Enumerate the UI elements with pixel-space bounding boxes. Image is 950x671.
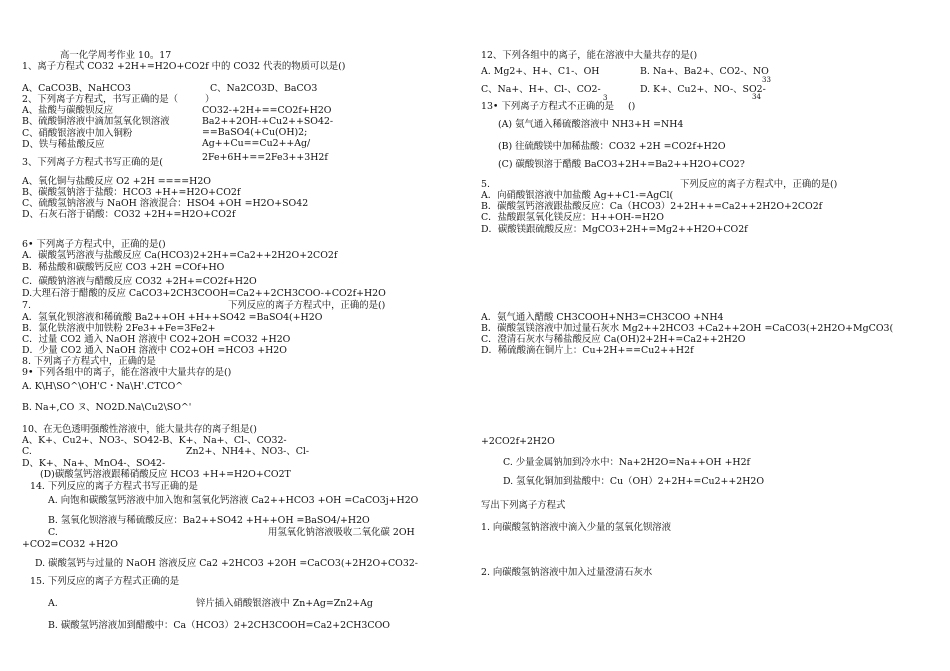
left-line: D、铁与稀盐酸反应 (22, 139, 105, 150)
left-line: A、盐酸与碳酸钡反应 (22, 105, 114, 116)
left-line: ） (205, 94, 215, 105)
left-line: 1、离子方程式 CO32 +2H+=H2O+CO2f 中的 CO32 代表的物质可以是() (22, 61, 346, 72)
left-line: A．碳酸氢钙溶液与盐酸反应 Ca(HCO3)2+2H+=Ca2++2H2O+2CO2f (22, 250, 338, 261)
right-line: 下列反应的离子方程式中，正确的是() (680, 179, 838, 190)
left-line: 2Fe+6H+==2Fe3++3H2f (202, 152, 328, 163)
left-line: D.大理石溶于醋酸的反应 CaCO3+2CH3COOH=Ca2++2CH3COO-+CO2f+H2O (22, 288, 386, 299)
left-line: 15. 下列反应的离子方程式正确的是 (30, 576, 180, 587)
left-line: ==BaSO4(+Cu(OH)2; (202, 127, 308, 138)
left-line: Ag++Cu==Cu2++Ag/ (202, 138, 311, 149)
tiny-line: 33 (762, 76, 771, 84)
right-line: (A) 氨气通入稀硫酸溶液中 NH3+H =NH4 (498, 119, 684, 130)
tiny-line: 34 (752, 93, 761, 101)
right-line: (C) 碳酸钡溶于醋酸 BaCO3+2H+=Ba2++H2O+CO2? (498, 159, 745, 170)
right-line: D．碳酸镁跟硫酸反应：MgCO3+2H+=Mg2++H2O+CO2f (481, 224, 748, 235)
left-line: D. 碳酸氢钙与过量的 NaOH 溶液反应 Ca2 +2HCO3 +2OH =CaCO3(+2H2O+CO32- (35, 558, 418, 569)
right-line: C．盐酸跟氢氧化镁反应：H++OH-=H2O (481, 212, 664, 223)
right-line: B．碳酸氢镁溶液中加过量石灰水 Mg2++2HCO3 +Ca2++2OH =CaCO3(+2H2O+MgCO3( (481, 323, 894, 334)
left-line: (D)碳酸氢钙溶液跟稀硝酸反应 HCO3 +H+=H2O+CO2T (40, 469, 291, 480)
left-line: 9• 下列各组中的离子，能在溶液中大量共存的是() (22, 367, 232, 378)
left-line: C、Na2CO3D、BaCO3 (210, 83, 318, 94)
left-line: A. 向饱和碳酸氢钙溶液中加入饱和氢氧化钙溶液 Ca2++HCO3 +OH =CaCO3j+H2O (48, 495, 419, 506)
right-line: () (628, 101, 636, 112)
left-line: 高一化学周考作业 10。17 (60, 50, 172, 61)
left-line: B. 氢氧化钡溶液与稀硫酸反应：Ba2++SO42 +H++OH =BaSO4/+H2O (48, 515, 370, 526)
right-line: C．澄清石灰水与稀盐酸反应 Ca(OH)2+2H+=Ca2++2H2O (481, 334, 746, 345)
left-line: B、硫酸铜溶液中滴加氢氧化钡溶液 (22, 116, 170, 127)
left-line: 用氢氧化钠溶液吸收二氧化碳 2OH (268, 527, 415, 538)
right-line: 2. 向碳酸氢钠溶液中加入过量澄清石灰水 (481, 567, 653, 578)
right-line: 12、下列各组中的离子，能在溶液中大量共存的是() (481, 50, 698, 61)
right-line: D．稀硫酸滴在铜片上：Cu+2H+==Cu2++H2f (481, 345, 694, 356)
left-line: C．过量 CO2 通入 NaOH 溶液中 CO2+2OH =CO32 +H2O (22, 334, 291, 345)
left-line: 下列反应的离子方程式中，正确的是() (228, 300, 386, 311)
right-line: (B) 往硫酸镁中加稀盐酸：CO32 +2H =CO2f+H2O (498, 141, 726, 152)
left-line: B、碳酸氢钠溶于盐酸：HCO3 +H+=H2O+CO2f (22, 187, 241, 198)
tiny-line: 3 (603, 94, 608, 102)
left-line: +CO2=CO32 +H2O (22, 539, 118, 550)
right-line: D. 氢氧化铜加到盐酸中：Cu（OH）2+2H+=Cu2++2H2O (503, 476, 765, 487)
right-line: 写出下列离子方程式 (481, 500, 566, 511)
left-line: A．氢氧化钡溶液和稀硫酸 Ba2++OH +H++SO42 =BaSO4(+H2O (22, 312, 323, 323)
left-line: A. (48, 598, 58, 609)
left-line: B．稀盐酸和碳酸钙反应 CO3 +2H =COf+HO (22, 262, 225, 273)
left-line: 7. (22, 300, 31, 311)
right-line: +2CO2f+2H2O (481, 436, 555, 447)
left-line: D、石灰石溶于硝酸：CO32 +2H+=H2O+CO2f (22, 209, 236, 220)
left-line: CO32-+2H+==CO2f+H2O (202, 105, 332, 116)
left-line: Zn2+、NH4+、NO3-、Cl- (186, 446, 310, 457)
right-line: B. Na+、Ba2+、CO2-、NO (640, 66, 769, 77)
left-line: C．碳酸钠溶液与醋酸反应 CO32 +2H+=CO2f+H2O (22, 276, 257, 287)
right-line: D. K+、Cu2+、NO-、SO2- (640, 84, 766, 95)
right-line: A．氨气通入醋酸 CH3COOH+NH3=CH3COO +NH4 (481, 312, 724, 323)
left-line: 10、在无色透明强酸性溶液中，能大量共存的离子组是() (22, 424, 257, 435)
left-line: C. (22, 446, 32, 457)
right-line: 1. 向碳酸氢钠溶液中滴入少量的氢氧化钡溶液 (481, 522, 672, 533)
left-line: B．氯化铁溶液中加铁粉 2Fe3++Fe=3Fe2+ (22, 323, 216, 334)
left-line: 3、下列离子方程式书写正确的是( (22, 157, 163, 168)
left-line: A、K+、Cu2+、NO3-、SO42-B、K+、Na+、Cl-、CO32- (22, 435, 287, 446)
left-line: 8. 下列离子方程式中，正确的是 (22, 356, 156, 367)
left-line: C、硝酸银溶液中加入铜粉 (22, 128, 133, 139)
right-line: A. Mg2+、H+、C1-、OH (481, 66, 600, 77)
right-line: 13• 下列离子方程式不正确的是 (481, 101, 614, 112)
left-line: A、CaCO3B、NaHCO3 (22, 83, 131, 94)
left-line: 2、下列离子方程式，书写正确的是（ (22, 94, 178, 105)
left-line: C. (48, 527, 58, 538)
left-line: C、硫酸氢钠溶液与 NaOH 溶液混合：HSO4 +OH =H2O+SO42 (22, 198, 309, 209)
left-line: 6• 下列离子方程式中，正确的是() (22, 239, 166, 250)
left-line: 14. 下列反应的离子方程式书写正确的是 (30, 481, 198, 492)
right-line: C、Na+、H+、Cl-、CO2- (481, 84, 601, 95)
left-line: 锌片插入硝酸银溶液中 Zn+Ag=Zn2+Ag (196, 598, 373, 609)
right-line: 5. (481, 179, 490, 190)
left-line: A、氧化铜与盐酸反应 O2 +2H ====H2O (22, 176, 211, 187)
right-line: C. 少量金属钠加到冷水中：Na+2H2O=Na++OH +H2f (503, 457, 751, 468)
left-line: D、K+、Na+、MnO4-、SO42- (22, 458, 166, 469)
left-line: Ba2++2OH-+Cu2++SO42- (202, 116, 334, 127)
left-line: B. 碳酸氢钙溶液加到醋酸中：Ca（HCO3）2+2CH3COOH=Ca2+2CH3COO (48, 620, 390, 631)
right-line: A．向硝酸银溶液中加盐酸 Ag++C1-=AgCl( (481, 190, 674, 201)
left-line: A. K\H\SO^\OH'C・Na\H'.CTCO^ (22, 381, 184, 392)
left-line: D．少量 CO2 通入 NaOH 溶液中 CO2+OH =HCO3 +H2O (22, 345, 287, 356)
left-line: B. Na+,CO ヌ、NO2D.Na\Cu2\SO^' (22, 402, 192, 413)
right-line: B．碳酸氢钙溶液跟盐酸反应：Ca（HCO3）2+2H++=Ca2++2H2O+2CO2f (481, 201, 823, 212)
